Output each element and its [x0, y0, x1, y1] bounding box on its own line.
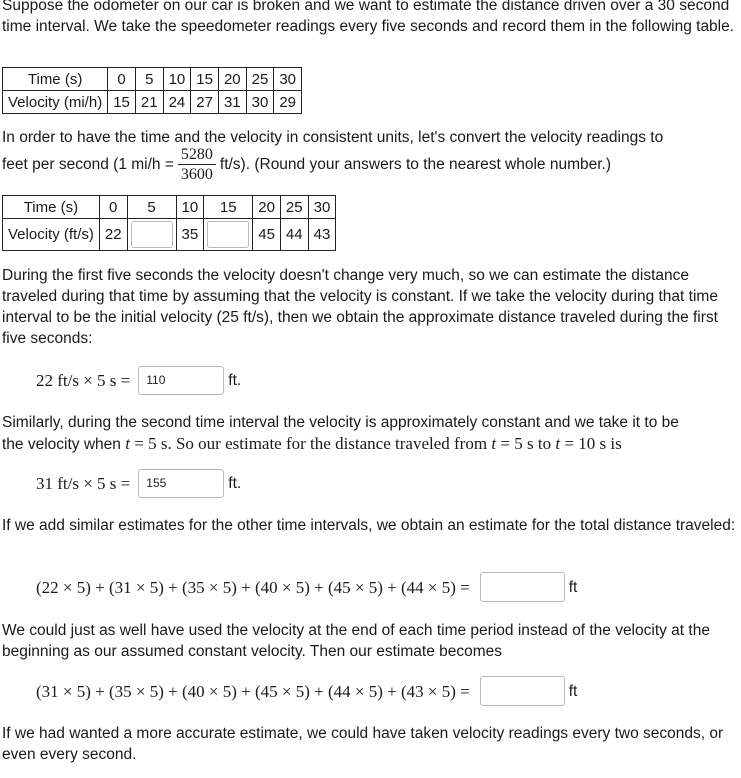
- equation-expression: 31 ft/s × 5 s =: [36, 474, 131, 493]
- math-segment: = 5 s. So our estimate for the distance traveled from: [134, 434, 488, 453]
- velocity-table-fts: [2, 195, 336, 251]
- table-header: Velocity (ft/s): [3, 219, 100, 251]
- second-interval-line: [2, 433, 738, 455]
- table-cell: 21: [135, 91, 163, 114]
- conversion-line: [2, 145, 738, 184]
- table-cell: [127, 219, 176, 251]
- intro-text: Suppose the odometer on our car is broken and we want to estimate the distance driven over a 30 second time interval. We take the speedometer readings every five seconds and record them in the following table.: [2, 0, 735, 35]
- math-segment: = 10 s is: [564, 434, 622, 453]
- table-cell: 30: [308, 196, 336, 219]
- table-cell: 44: [280, 219, 308, 251]
- table-cell: 15: [108, 91, 136, 114]
- text-segment: the velocity when: [2, 436, 121, 453]
- equation-expression: 22 ft/s × 5 s =: [36, 371, 131, 390]
- left-sum-equation: [36, 572, 577, 602]
- second-interval-distance-input[interactable]: 155: [138, 469, 224, 498]
- table-cell: 22: [99, 219, 127, 251]
- second-interval-text: Similarly, during the second time interval the velocity is approximately constant and we take it to be: [2, 414, 679, 431]
- velocity-5s-input[interactable]: [131, 221, 173, 248]
- accuracy-text: If we had wanted a more accurate estimate, we could have taken velocity readings every two seconds, or even every second.: [2, 725, 724, 763]
- first-interval-distance-input[interactable]: 110: [138, 366, 224, 395]
- equation-expression: (22 × 5) + (31 × 5) + (35 × 5) + (40 × 5) + (45 × 5) + (44 × 5) =: [36, 577, 470, 597]
- fraction-denominator: 3600: [180, 166, 213, 183]
- table-cell: 24: [163, 91, 191, 114]
- table-cell: 30: [246, 91, 274, 114]
- table-cell: 43: [308, 219, 336, 251]
- math-variable: t: [555, 434, 561, 453]
- second-interval-equation: [36, 469, 241, 498]
- table-header: Velocity (mi/h): [3, 91, 108, 114]
- math-segment: = 5 s to: [500, 434, 552, 453]
- table-row: [3, 68, 302, 91]
- right-sum-equation: [36, 676, 577, 706]
- left-sum-input[interactable]: [480, 572, 565, 602]
- table-cell: 0: [108, 68, 136, 91]
- table-cell: 29: [274, 91, 302, 114]
- conversion-post: ft/s). (Round your answers to the nearest whole number.): [219, 156, 612, 173]
- math-variable: t: [125, 434, 130, 453]
- table-cell: 31: [218, 91, 246, 114]
- conversion-fraction: [178, 145, 216, 184]
- table-cell: 10: [176, 196, 204, 219]
- table-row: [3, 196, 336, 219]
- equation-expression: (31 × 5) + (35 × 5) + (40 × 5) + (45 × 5) + (44 × 5) + (43 × 5) =: [36, 681, 470, 701]
- table-row: [3, 219, 336, 251]
- table-row: [3, 91, 302, 114]
- table-cell: 5: [127, 196, 176, 219]
- table-cell: 10: [163, 68, 191, 91]
- unit-label: ft: [568, 682, 578, 700]
- table-cell: 0: [99, 196, 127, 219]
- constant-velocity-text: During the first five seconds the velocity doesn't change very much, so we can estimate the distance traveled during that time by assuming that the velocity is constant. If we take the velocity during that time interval to be the initial velocity (25 ft/s), then we obtain the approximate distance traveled during the first five seconds:: [2, 267, 718, 347]
- table-cell: 20: [218, 68, 246, 91]
- unit-label: ft: [568, 578, 578, 596]
- table-cell: [204, 219, 253, 251]
- total-distance-text: If we add similar estimates for the other time intervals, we obtain an estimate for the total distance traveled:: [2, 517, 736, 534]
- table-header: Time (s): [3, 196, 100, 219]
- table-cell: 45: [253, 219, 281, 251]
- velocity-15s-input[interactable]: [207, 221, 249, 248]
- table-header: Time (s): [3, 68, 108, 91]
- table-cell: 25: [280, 196, 308, 219]
- table-cell: 5: [135, 68, 163, 91]
- math-variable: t: [491, 434, 497, 453]
- table-cell: 30: [274, 68, 302, 91]
- table-cell: 20: [253, 196, 281, 219]
- table-cell: 35: [176, 219, 204, 251]
- unit-label: ft.: [228, 372, 242, 389]
- right-sum-input[interactable]: [480, 676, 565, 706]
- conversion-text: In order to have the time and the velocity in consistent units, let's convert the velocity readings to: [2, 129, 664, 146]
- table-cell: 27: [191, 91, 219, 114]
- fraction-numerator: 5280: [178, 145, 216, 165]
- table-cell: 25: [246, 68, 274, 91]
- right-endpoint-text: We could just as well have used the velocity at the end of each time period instead of the velocity at the beginning as our assumed constant velocity. Then our estimate becomes: [2, 622, 710, 660]
- table-cell: 15: [191, 68, 219, 91]
- conversion-pre: feet per second (1 mi/h =: [2, 156, 174, 173]
- table-cell: 15: [204, 196, 253, 219]
- unit-label: ft.: [228, 475, 242, 492]
- first-interval-equation: [36, 366, 241, 395]
- speedometer-table-mph: [2, 67, 302, 114]
